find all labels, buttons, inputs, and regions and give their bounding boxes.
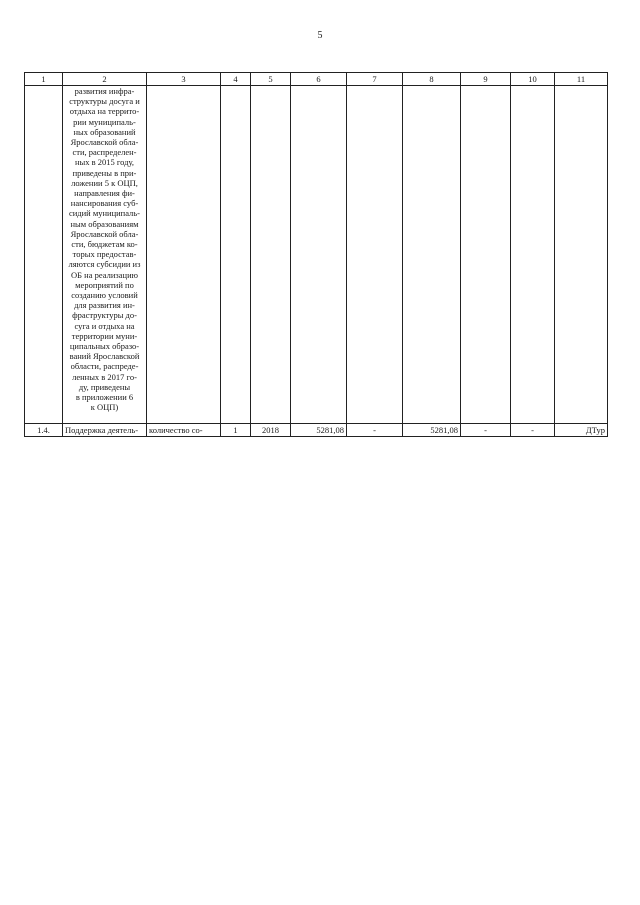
description-line: сти, бюджетам ко- <box>71 239 138 250</box>
description-line: мероприятий по <box>75 279 134 290</box>
row-executor: ДТур <box>555 424 608 437</box>
row-year: 2018 <box>251 424 291 437</box>
description-line: нансирования суб- <box>70 198 139 209</box>
description-line: сидий муниципаль- <box>68 208 141 219</box>
table-cell <box>291 86 347 424</box>
table-cell <box>511 86 555 424</box>
row-col7: - <box>347 424 403 437</box>
table-cell <box>403 86 461 424</box>
row-indicator: количество со- <box>147 424 221 437</box>
header-cell: 7 <box>347 73 403 86</box>
table-cell <box>347 86 403 424</box>
header-cell: 2 <box>63 73 147 86</box>
description-line: направления фи- <box>74 188 135 199</box>
description-line: ваний Ярославской <box>69 351 140 362</box>
table-row-continued <box>25 86 608 424</box>
description-line: структуры досуга и <box>69 96 140 107</box>
header-cell: 1 <box>25 73 63 86</box>
description-line: области, распреде- <box>70 361 139 372</box>
description-line: территории муни- <box>71 330 138 341</box>
description-line: сти, распределен- <box>72 147 137 158</box>
row-name: Поддержка деятель- <box>63 424 147 437</box>
header-cell: 4 <box>221 73 251 86</box>
row-total: 5281,08 <box>291 424 347 437</box>
row-value: 1 <box>221 424 251 437</box>
table-cell <box>25 86 63 424</box>
table-cell <box>251 86 291 424</box>
header-row <box>25 73 608 86</box>
description-line: Ярославской обла- <box>70 137 139 148</box>
continued-description <box>63 86 147 424</box>
description-line: Ярославской обла- <box>70 228 139 239</box>
description-line: рии муниципаль- <box>73 116 136 127</box>
description-line: приведены в при- <box>72 167 137 178</box>
table-cell <box>461 86 511 424</box>
header-cell: 10 <box>511 73 555 86</box>
description-line: ленных в 2017 го- <box>72 371 137 382</box>
description-line: суга и отдыха на <box>74 320 135 331</box>
table-row <box>25 424 608 437</box>
header-cell: 11 <box>555 73 608 86</box>
description-line: фраструктуры до- <box>72 310 137 321</box>
description-line: отдыха на террито- <box>69 106 140 117</box>
row-col8: 5281,08 <box>403 424 461 437</box>
description-line: ным образованиям <box>70 218 139 229</box>
description-line: для развития ин- <box>74 300 135 311</box>
description-line: к ОЦП) <box>90 402 119 413</box>
description-line: ных в 2015 году, <box>74 157 135 168</box>
header-cell: 3 <box>147 73 221 86</box>
table-cell <box>555 86 608 424</box>
description-line: ных образований <box>73 126 136 137</box>
description-line: созданию условий <box>71 290 138 301</box>
table-cell <box>221 86 251 424</box>
description-line: ОБ на реализацию <box>71 269 138 280</box>
description-line: ду, приведены <box>78 381 131 392</box>
header-cell: 8 <box>403 73 461 86</box>
description-line: развития инфра- <box>74 86 135 96</box>
description-line: ципальных образо- <box>69 341 140 352</box>
description-line: в приложении 6 <box>75 392 134 403</box>
header-cell: 9 <box>461 73 511 86</box>
header-cell: 5 <box>251 73 291 86</box>
page-number: 5 <box>317 30 323 41</box>
row-number: 1.4. <box>25 424 63 437</box>
table-cell <box>147 86 221 424</box>
description-line: ложении 5 к ОЦП, <box>71 177 138 188</box>
program-table <box>24 72 608 437</box>
row-col9: - <box>461 424 511 437</box>
row-col10: - <box>511 424 555 437</box>
description-line: торых предостав- <box>72 249 137 260</box>
description-line: ляются субсидии из <box>68 259 141 270</box>
header-cell: 6 <box>291 73 347 86</box>
